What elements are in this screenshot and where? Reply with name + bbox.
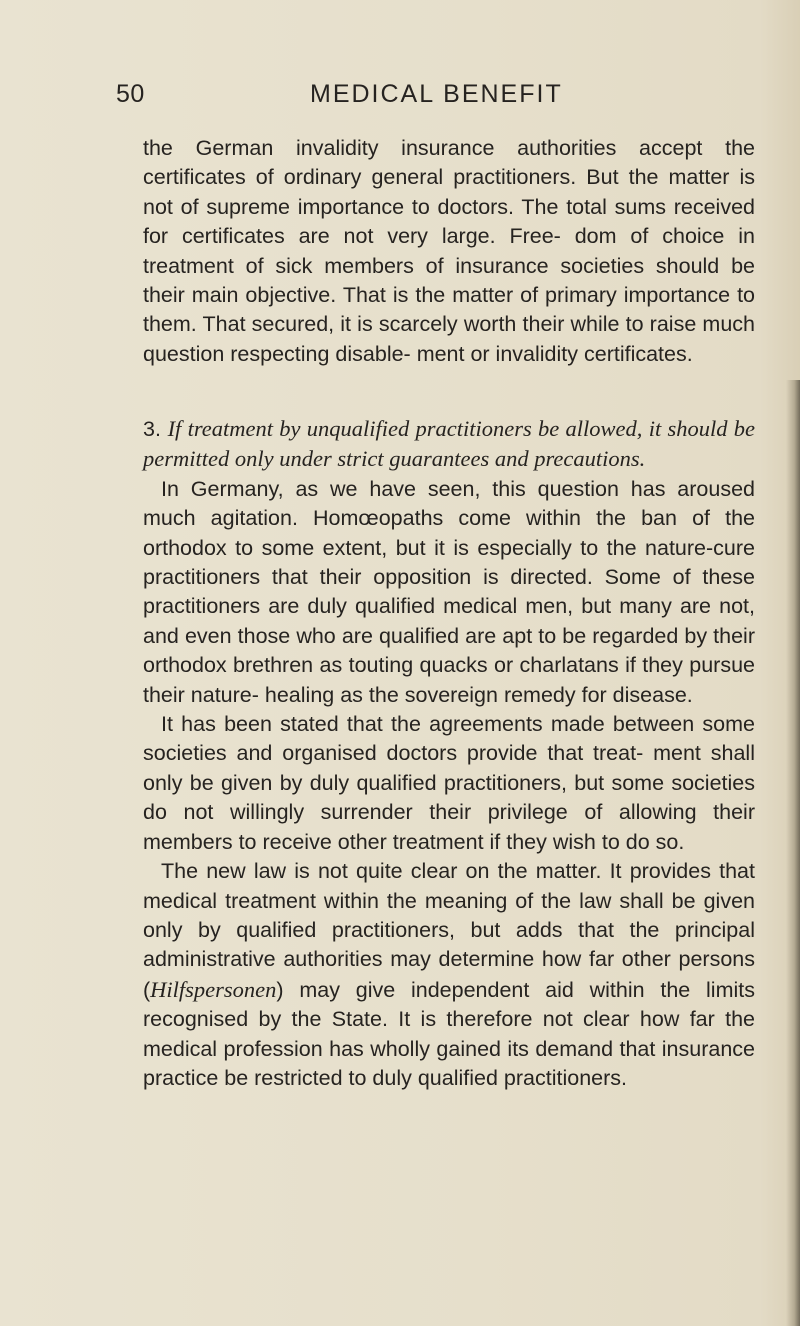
paragraph-continuation: the German invalidity insurance authorities accept the certificates of ordinary general practitioners. But the matter is not of supreme importance to doctors. The total sums received for certificates are not very large. Free- dom of choice in treatment of sick members of insurance societies should be their main objective. That is the matter of primary importance to them. That secured, it is scarcely worth their while to raise much question respecting disable- ment or invalidity certificates.	[143, 136, 755, 366]
page-header	[0, 80, 800, 114]
section-number: 3.	[143, 417, 161, 441]
new-law-text-end: ) may give independent aid within the limits recognised by the State. It is therefore not clear how far the medical profession has wholly gained its demand that insurance practice be restricted to duly qualified practitioners.	[143, 977, 755, 1090]
section-heading-text: If treatment by unqualified practitioners be allowed, it should be permitted only under strict guarantees and precautions.	[143, 416, 755, 472]
new-law-text-start: The new law is not quite clear on the matter. It provides that medical treatment within the meaning of the law shall be given only by qualified practitioners, but adds that the principal administrative authorities may determine how far other persons (	[143, 859, 755, 1002]
german-term: Hilfspersonen	[150, 976, 277, 1002]
running-title: MEDICAL BENEFIT	[310, 80, 563, 108]
text-block-top	[143, 134, 755, 369]
page-edge-shadow	[786, 380, 800, 1326]
page-number: 50	[116, 80, 145, 108]
paragraph-agreements: It has been stated that the agreements made between some societies and organised doctors provide that treat- ment shall only be given by duly qualified practitioners, but some societies do not willingly surrender their privilege of allowing their members to receive other treatment if they wish to do so.	[143, 712, 755, 854]
section-3	[143, 414, 755, 1093]
paragraph-germany: In Germany, as we have seen, this question has aroused much agitation. Homœopaths come within the ban of the orthodox to some extent, but it is especially to the nature-cure practitioners that their opposition is directed. Some of these practitioners are duly qualified medical men, but many are not, and even those who are qualified are apt to be regarded by their orthodox brethren as touting quacks or charlatans if they pursue their nature- healing as the sovereign remedy for disease.	[143, 476, 755, 707]
paragraph-new-law	[143, 857, 755, 1093]
section-heading	[143, 414, 755, 475]
